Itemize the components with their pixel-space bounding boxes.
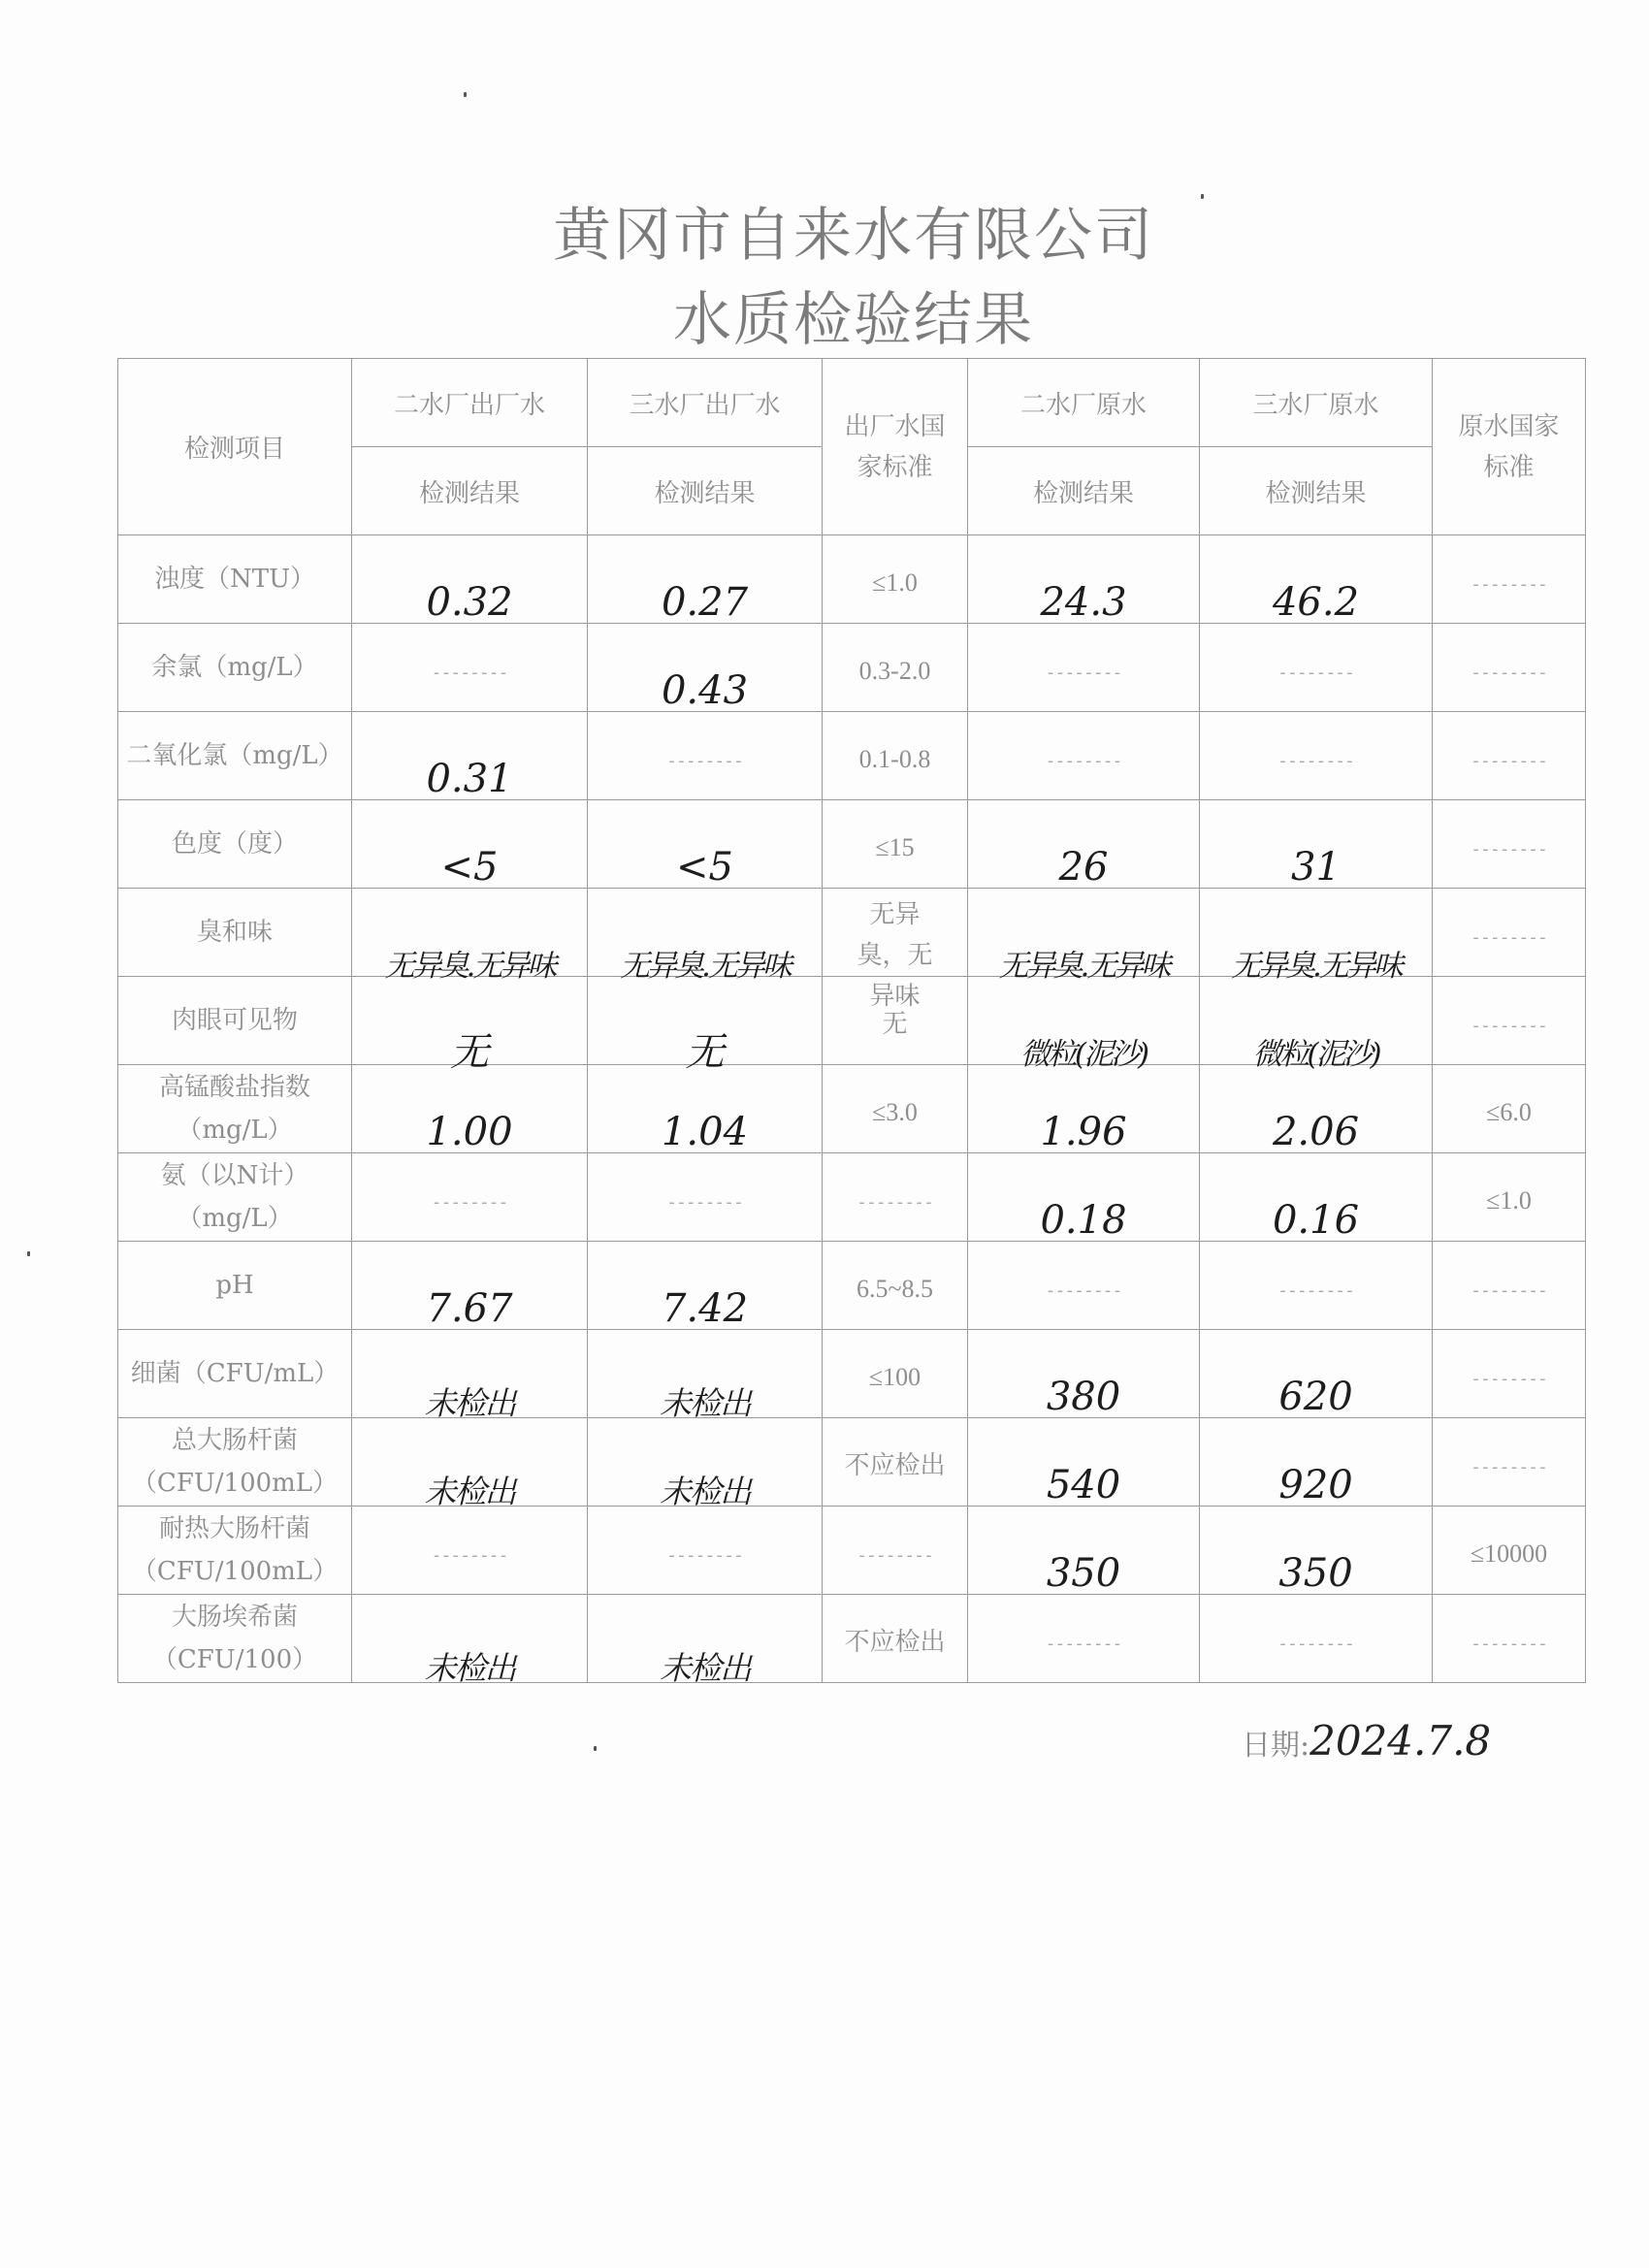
result-cell	[968, 712, 1200, 800]
handwritten-value: 无异臭.无异味	[620, 949, 790, 984]
handwritten-value: 未检出	[424, 1473, 515, 1510]
handwritten-value: 540	[1046, 1463, 1121, 1507]
handwritten-value: 微粒(泥沙)	[1252, 1037, 1379, 1072]
empty-dash: --------	[857, 1545, 933, 1566]
standard-cell	[823, 1065, 968, 1153]
empty-dash: --------	[431, 1545, 508, 1566]
result-cell	[1200, 624, 1433, 712]
handwritten-value: 0.18	[1040, 1198, 1127, 1243]
result-cell	[968, 1330, 1200, 1418]
standard-cell	[1433, 977, 1586, 1065]
handwritten-value: 未检出	[424, 1384, 515, 1422]
standard-cell	[1433, 624, 1586, 712]
empty-dash: --------	[1471, 663, 1547, 683]
table-row	[118, 712, 1586, 800]
empty-dash: --------	[1471, 1634, 1547, 1654]
handwritten-value: 无	[450, 1030, 489, 1075]
handwritten-value: <5	[676, 845, 733, 890]
handwritten-value: 0.27	[661, 580, 749, 625]
result-cell	[1200, 1330, 1433, 1418]
handwritten-value: 7.67	[426, 1286, 513, 1331]
handwritten-value: 24.3	[1040, 580, 1127, 625]
scan-speck	[27, 1251, 30, 1256]
item-cell	[118, 800, 352, 889]
date-value: 2024.7.8	[1310, 1717, 1492, 1765]
handwritten-value: 0.32	[426, 580, 513, 625]
item-label: 氨（以N计）（mg/L）	[160, 1161, 309, 1233]
handwritten-value: 46.2	[1272, 580, 1360, 625]
handwritten-value: 920	[1278, 1463, 1353, 1507]
handwritten-value: 微粒(泥沙)	[1019, 1037, 1148, 1072]
standard-value: 无异臭，无异味	[857, 900, 933, 1010]
result-cell	[1200, 712, 1433, 800]
item-cell	[118, 1242, 352, 1330]
company-title: 黄冈市自来水有限公司	[553, 202, 1154, 270]
standard-cell	[1433, 1065, 1586, 1153]
header-item: 检测项目	[118, 359, 352, 535]
table-row	[118, 1507, 1586, 1595]
result-cell	[588, 535, 823, 624]
standard-cell	[1433, 1153, 1586, 1242]
handwritten-value: 0.16	[1272, 1198, 1360, 1243]
item-cell	[118, 535, 352, 624]
handwritten-value: 0.43	[661, 668, 749, 713]
standard-cell	[1433, 712, 1586, 800]
result-cell	[588, 1065, 823, 1153]
result-cell	[588, 977, 823, 1075]
result-cell	[1200, 800, 1433, 889]
table-row	[118, 1418, 1586, 1507]
standard-cell	[1433, 535, 1586, 624]
standard-value: 6.5~8.5	[856, 1275, 934, 1303]
result-cell	[352, 624, 588, 712]
result-cell	[352, 1242, 588, 1330]
table-row	[118, 1595, 1586, 1683]
result-cell	[1200, 535, 1433, 624]
empty-dash: --------	[666, 1545, 743, 1566]
date-label: 日期:	[1242, 1729, 1310, 1763]
standard-cell	[1433, 1242, 1586, 1330]
handwritten-value: 1.96	[1040, 1110, 1127, 1154]
handwritten-value: 0.31	[426, 757, 513, 801]
standard-cell	[1433, 1330, 1586, 1418]
standard-cell	[1433, 1507, 1586, 1595]
handwritten-value: 未检出	[660, 1473, 750, 1510]
empty-dash: --------	[1045, 1634, 1122, 1654]
result-cell	[968, 624, 1200, 712]
result-cell	[352, 800, 588, 889]
table-row	[118, 1153, 1586, 1242]
handwritten-value: 380	[1046, 1375, 1121, 1419]
header-col2: 三水厂出厂水	[588, 359, 823, 447]
handwritten-value: 未检出	[660, 1384, 750, 1422]
standard-cell	[823, 889, 968, 1010]
result-cell	[1200, 1418, 1433, 1507]
standard-value: 不应检出	[844, 1628, 946, 1656]
item-label: 二氧化氯（mg/L）	[126, 741, 343, 770]
handwritten-value: 无异臭.无异味	[1231, 949, 1401, 984]
header-col4: 三水厂原水	[1200, 359, 1433, 447]
handwritten-value: 26	[1058, 845, 1109, 890]
handwritten-value: <5	[440, 845, 499, 890]
empty-dash: --------	[1471, 1457, 1547, 1477]
result-cell	[1200, 977, 1433, 1072]
item-label: 色度（度）	[171, 829, 298, 859]
standard-cell	[823, 1507, 968, 1595]
result-cell	[352, 889, 588, 984]
table-row	[118, 800, 1586, 889]
scan-speck	[464, 92, 467, 97]
standard-cell	[823, 1153, 968, 1242]
handwritten-value: 31	[1291, 845, 1341, 890]
handwritten-value: 1.00	[426, 1110, 513, 1154]
standard-value: ≤6.0	[1486, 1098, 1532, 1126]
empty-dash: --------	[1277, 751, 1354, 771]
standard-value: ≤10000	[1470, 1539, 1548, 1568]
item-cell	[118, 1153, 352, 1242]
header-result-2: 检测结果	[588, 447, 823, 535]
standard-cell	[823, 1330, 968, 1418]
header-col1: 二水厂出厂水	[352, 359, 588, 447]
empty-dash: --------	[1045, 751, 1122, 771]
result-cell	[1200, 1595, 1433, 1683]
empty-dash: --------	[431, 663, 508, 683]
scan-speck	[594, 1746, 597, 1751]
result-cell	[588, 800, 823, 889]
header-result-3: 检测结果	[968, 447, 1200, 535]
item-cell	[118, 624, 352, 712]
table-row	[118, 977, 1586, 1065]
item-label: 耐热大肠杆菌（CFU/100mL）	[131, 1514, 339, 1586]
item-cell	[118, 977, 352, 1065]
result-cell	[588, 712, 823, 800]
empty-dash: --------	[1471, 1280, 1547, 1301]
standard-value: 无	[882, 1010, 908, 1038]
standard-cell	[1433, 800, 1586, 889]
standard-cell	[823, 1418, 968, 1507]
standard-value: ≤3.0	[872, 1098, 918, 1126]
result-cell	[1200, 1242, 1433, 1330]
result-cell	[1200, 1507, 1433, 1595]
scan-speck	[1201, 194, 1204, 199]
header-result-4: 检测结果	[1200, 447, 1433, 535]
standard-cell	[823, 712, 968, 800]
standard-value: 0.1-0.8	[858, 745, 931, 773]
item-label: 臭和味	[196, 918, 273, 947]
standard-value: ≤15	[875, 833, 915, 861]
result-cell	[968, 1418, 1200, 1507]
table-row	[118, 1330, 1586, 1418]
result-cell	[968, 977, 1200, 1072]
result-cell	[968, 1153, 1200, 1242]
item-label: 浊度（NTU）	[153, 565, 315, 594]
result-cell	[968, 1507, 1200, 1595]
standard-cell	[823, 1242, 968, 1330]
result-cell	[1200, 1065, 1433, 1153]
empty-dash: --------	[1045, 1280, 1122, 1301]
handwritten-value: 未检出	[660, 1649, 750, 1687]
item-cell	[118, 712, 352, 800]
empty-dash: --------	[666, 1192, 743, 1213]
handwritten-value: 无异臭.无异味	[998, 949, 1169, 984]
item-cell	[118, 1595, 352, 1683]
result-cell	[588, 889, 823, 984]
item-cell	[118, 1065, 352, 1153]
handwritten-value: 无	[685, 1030, 725, 1075]
result-cell	[968, 535, 1200, 624]
item-label: pH	[215, 1271, 254, 1300]
result-cell	[968, 1065, 1200, 1153]
result-cell	[352, 1153, 588, 1242]
result-cell	[588, 1595, 823, 1687]
handwritten-value: 350	[1046, 1551, 1121, 1596]
standard-cell	[1433, 1595, 1586, 1683]
result-cell	[588, 1507, 823, 1595]
result-cell	[352, 1418, 588, 1510]
item-cell	[118, 1507, 352, 1595]
result-cell	[588, 1153, 823, 1242]
result-cell	[968, 889, 1200, 984]
standard-value: ≤1.0	[872, 568, 918, 597]
header-result-1: 检测结果	[352, 447, 588, 535]
standard-cell	[823, 624, 968, 712]
result-cell	[1200, 1153, 1433, 1242]
standard-cell	[1433, 889, 1586, 977]
item-label: 总大肠杆菌（CFU/100mL）	[131, 1426, 339, 1498]
handwritten-value: 7.42	[661, 1286, 749, 1331]
handwritten-value: 未检出	[424, 1649, 515, 1687]
empty-dash: --------	[1471, 839, 1547, 859]
report-title: 水质检验结果	[673, 286, 1034, 354]
header-std-out: 出厂水国家标准	[823, 359, 968, 535]
table-row	[118, 889, 1586, 977]
standard-cell	[1433, 1418, 1586, 1507]
item-label: 细菌（CFU/mL）	[130, 1359, 340, 1388]
empty-dash: --------	[1277, 1634, 1354, 1654]
result-cell	[352, 712, 588, 800]
item-label: 肉眼可见物	[171, 1006, 298, 1035]
empty-dash: --------	[1471, 751, 1547, 771]
table-row	[118, 1065, 1586, 1153]
result-cell	[968, 1595, 1200, 1683]
result-cell	[588, 1242, 823, 1330]
table-row	[118, 1242, 1586, 1330]
empty-dash: --------	[666, 751, 743, 771]
empty-dash: --------	[1277, 1280, 1354, 1301]
item-cell	[118, 1418, 352, 1507]
standard-cell	[823, 535, 968, 624]
item-label: 高锰酸盐指数（mg/L）	[158, 1073, 310, 1145]
empty-dash: --------	[1471, 1016, 1547, 1036]
item-cell	[118, 889, 352, 977]
standard-cell	[823, 800, 968, 889]
result-cell	[352, 1065, 588, 1153]
results-table	[117, 358, 1586, 1687]
result-cell	[352, 535, 588, 624]
table-row	[118, 624, 1586, 712]
item-cell	[118, 1330, 352, 1418]
date-line	[1242, 1717, 1491, 1765]
item-label: 余氯（mg/L）	[151, 653, 318, 682]
handwritten-value: 无异臭.无异味	[384, 949, 555, 984]
empty-dash: --------	[431, 1192, 508, 1213]
table-row	[118, 535, 1586, 624]
result-cell	[1200, 889, 1433, 984]
empty-dash: --------	[1471, 1369, 1547, 1389]
result-cell	[352, 1595, 588, 1687]
result-cell	[588, 624, 823, 712]
handwritten-value: 350	[1278, 1551, 1353, 1596]
result-cell	[352, 1330, 588, 1422]
empty-dash: --------	[857, 1192, 933, 1213]
standard-value: 0.3-2.0	[858, 657, 931, 685]
standard-value: ≤1.0	[1486, 1186, 1532, 1215]
empty-dash: --------	[1045, 663, 1122, 683]
empty-dash: --------	[1471, 927, 1547, 948]
result-cell	[588, 1418, 823, 1510]
standard-cell	[823, 1595, 968, 1683]
item-label: 大肠埃希菌（CFU/100）	[151, 1603, 318, 1674]
header-std-raw: 原水国家标准	[1433, 359, 1586, 535]
result-cell	[588, 1330, 823, 1422]
empty-dash: --------	[1471, 574, 1547, 595]
handwritten-value: 2.06	[1272, 1110, 1360, 1154]
result-cell	[968, 800, 1200, 889]
standard-cell	[823, 977, 968, 1065]
handwritten-value: 620	[1278, 1375, 1353, 1419]
handwritten-value: 1.04	[661, 1110, 749, 1154]
result-cell	[352, 977, 588, 1075]
empty-dash: --------	[1277, 663, 1354, 683]
header-col3: 二水厂原水	[968, 359, 1200, 447]
result-cell	[352, 1507, 588, 1595]
result-cell	[968, 1242, 1200, 1330]
standard-value: 不应检出	[844, 1451, 946, 1479]
standard-value: ≤100	[868, 1363, 922, 1391]
